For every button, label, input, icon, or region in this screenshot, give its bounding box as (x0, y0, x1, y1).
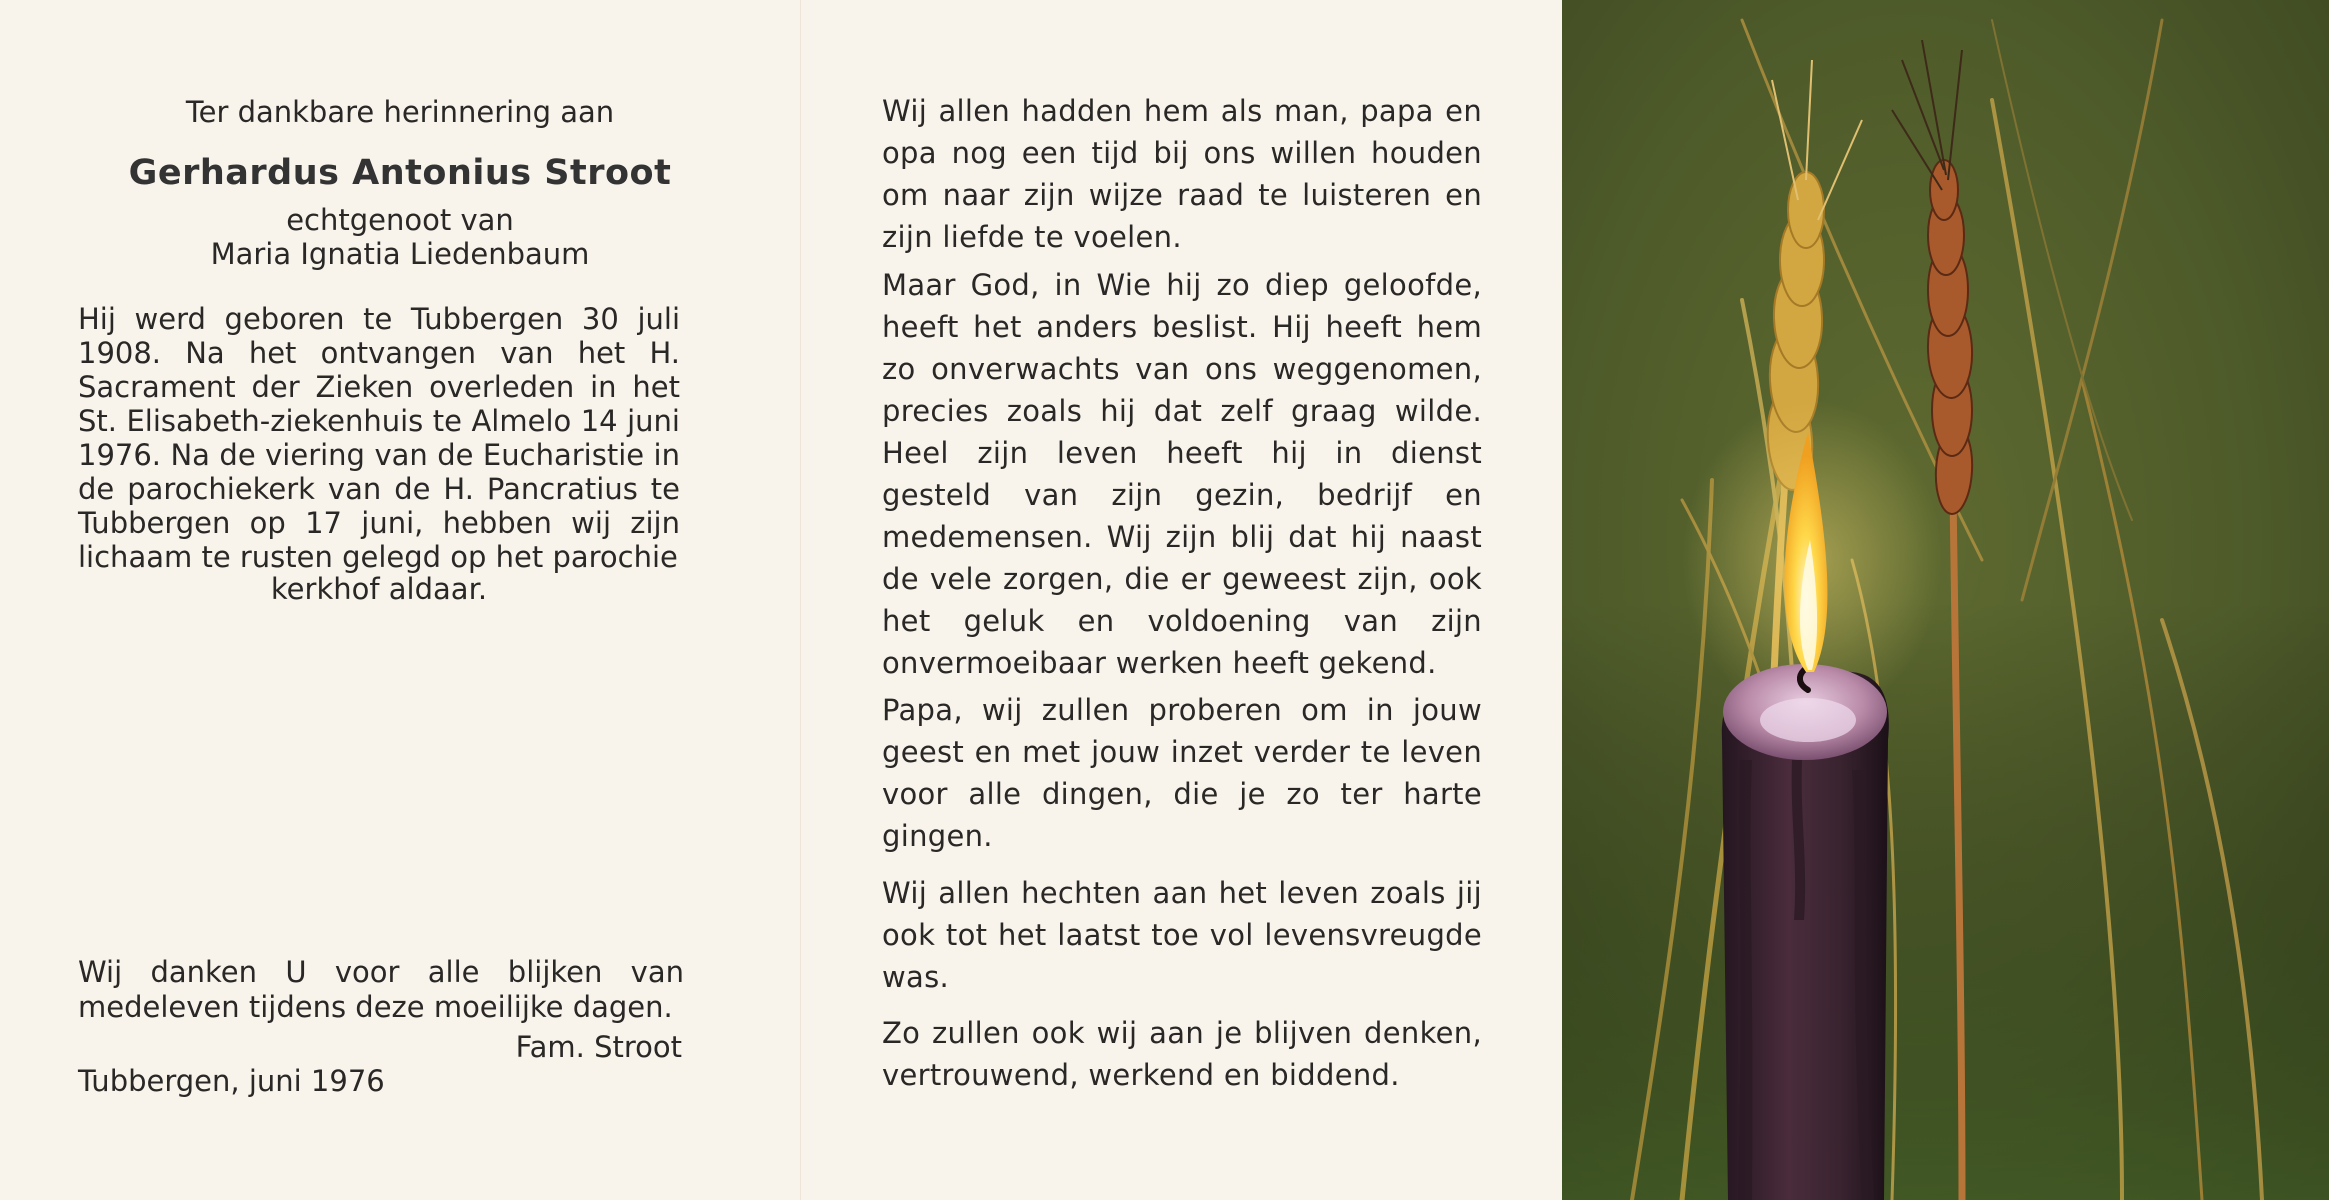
verse-paragraph-5: Zo zullen ook wij aan je blijven denken, vertrouwend, werkend en biddend. (882, 1016, 1482, 1092)
family-signature: Fam. Stroot (515, 1030, 682, 1064)
place-date: Tubbergen, juni 1976 (78, 1064, 385, 1098)
verse-paragraph-4: Wij allen hechten aan het leven zoals jij ook tot het laatst toe vol levensvreugde was. (882, 876, 1482, 994)
deceased-name: Gerhardus Antonius Stroot (128, 153, 672, 193)
spouse-name: Maria Ignatia Liedenbaum (210, 237, 590, 271)
intro-text: Ter dankbare herinnering aan (185, 95, 615, 129)
spouse-label: echtgenoot van (286, 203, 514, 237)
left-panel (0, 0, 800, 1200)
biography-text: Hij werd geboren te Tubbergen 30 juli 1908. Na het ontvangen van het H. Sacrament der Zieken overleden in het St. Elisabeth-ziekenhuis te Almelo 14 juni 1976. Na de viering van de Eucharistie in de parochiekerk van de H. Pancratius te Tubbergen op 17 juni, hebben wij zijn lichaam te rusten gelegd op het parochie (78, 302, 680, 574)
photo-panel (1562, 0, 2329, 1200)
verse-paragraph-1: Wij allen hadden hem als man, papa en opa nog een tijd bij ons willen houden om naar zijn wijze raad te luisteren en zijn liefde te voelen. (882, 94, 1482, 254)
verse-paragraph-2: Maar God, in Wie hij zo diep geloofde, heeft het anders beslist. Hij heeft hem zo onverwachts van ons weggenomen, precies zoals hij dat zelf graag wilde. Heel zijn leven heeft hij in dienst gesteld van zijn gezin, bedrijf en medemensen. Wij zijn blij dat hij naast de vele zorgen, die er geweest zijn, ook het geluk en voldoening van zijn onvermoeibaar werken heeft gekend. (882, 268, 1482, 680)
biography-last-line: kerkhof aldaar. (270, 572, 488, 606)
candle-wheat-photo-icon (1562, 0, 2329, 1200)
verse-paragraph-3: Papa, wij zullen proberen om in jouw geest en met jouw inzet verder te leven voor alle dingen, die je zo ter harte gingen. (882, 693, 1482, 853)
thanks-text: Wij danken U voor alle blijken van medeleven tijdens deze moeilijke dagen. (78, 955, 684, 1024)
